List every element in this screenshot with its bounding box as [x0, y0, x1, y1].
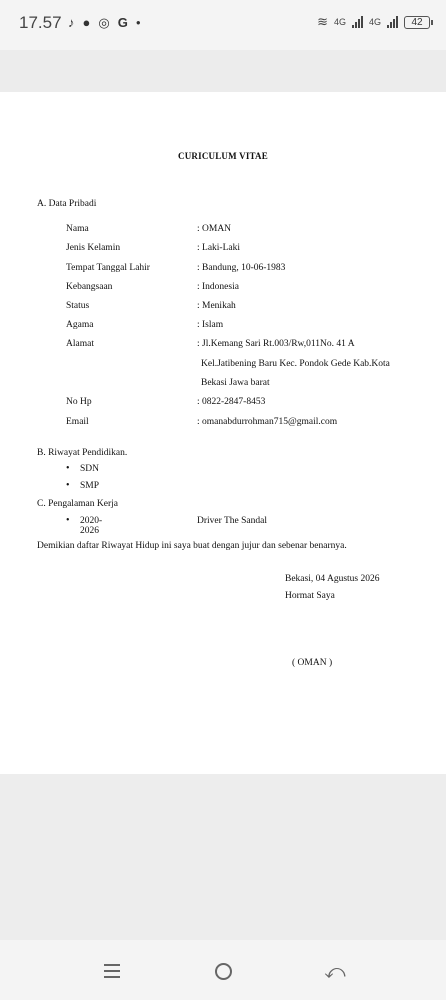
tiktok-icon: ♪	[68, 15, 75, 30]
signal-icon-1	[352, 16, 363, 28]
field-value: : Indonesia	[197, 282, 239, 292]
notification-icons	[68, 15, 141, 31]
experience-job: Driver The Sandal	[197, 516, 267, 526]
battery-icon: 42	[404, 16, 430, 29]
section-b-heading: B. Riwayat Pendidikan.	[37, 448, 128, 458]
experience-period: 2020-2026	[80, 516, 103, 536]
field-row	[66, 263, 406, 277]
section-a-heading: A. Data Pribadi	[37, 199, 97, 209]
field-label: Status	[66, 301, 90, 311]
field-label: No Hp	[66, 397, 92, 407]
regards: Hormat Saya	[285, 591, 335, 601]
back-icon[interactable]: ⤺	[324, 959, 346, 983]
chat-icon: ●	[82, 15, 91, 30]
section-c-heading: C. Pengalaman Kerja	[37, 499, 118, 509]
education-item: SDN	[80, 464, 100, 474]
address-continued: Bekasi Jawa barat	[201, 378, 270, 388]
wifi-icon: ≋	[317, 14, 328, 29]
status-right	[317, 14, 430, 30]
field-row	[66, 397, 406, 411]
field-label: Nama	[66, 224, 89, 234]
field-value: : Bandung, 10-06-1983	[197, 263, 286, 273]
field-value: : OMAN	[197, 224, 232, 234]
dot-icon: ●	[135, 18, 141, 27]
field-value: : Jl.Kemang Sari Rt.003/Rw,011No. 41 A	[197, 339, 355, 349]
closing-statement: Demikian daftar Riwayat Hidup ini saya buat dengan jujur dan sebenar benarnya.	[37, 541, 347, 551]
education-item: SMP	[80, 481, 100, 491]
place-date: Bekasi, 04 Agustus 2026	[285, 574, 380, 584]
field-row	[66, 282, 406, 296]
signal-icon-2	[387, 16, 398, 28]
bullet-icon: •	[66, 480, 70, 491]
home-icon[interactable]	[208, 958, 238, 984]
navigation-bar	[0, 940, 446, 1000]
status-time: 17.57	[19, 13, 62, 32]
field-row	[66, 320, 406, 334]
field-label: Jenis Kelamin	[66, 243, 121, 253]
network-label-1: 4G	[333, 17, 346, 27]
field-label: Agama	[66, 320, 94, 330]
viewer-bottom-area	[0, 774, 446, 940]
field-row	[66, 417, 406, 431]
document-page	[0, 92, 446, 774]
field-label: Email	[66, 417, 89, 427]
address-continued: Kel.Jatibening Baru Kec. Pondok Gede Kab.Kota	[201, 359, 390, 369]
viewer-top-band	[0, 50, 446, 92]
field-value: : omanabdurrohman715@gmail.com	[197, 417, 338, 427]
field-value: : 0822-2847-8453	[197, 397, 266, 407]
field-value: : Laki-Laki	[197, 243, 240, 253]
field-label: Kebangsaan	[66, 282, 113, 292]
bullet-icon: •	[66, 463, 70, 474]
field-row	[66, 339, 406, 353]
bullet-icon: •	[66, 515, 70, 526]
network-label-2: 4G	[368, 17, 381, 27]
field-value: : Islam	[197, 320, 224, 330]
field-label: Alamat	[66, 339, 94, 349]
status-bar	[0, 0, 446, 50]
field-label: Tempat Tanggal Lahir	[66, 263, 150, 273]
google-icon: G	[117, 15, 128, 30]
field-row	[66, 224, 406, 238]
field-row	[66, 243, 406, 257]
recent-apps-icon[interactable]	[97, 958, 127, 984]
field-value: : Menikah	[197, 301, 236, 311]
document-title: CURICULUM VITAE	[178, 151, 268, 161]
field-row	[66, 301, 406, 315]
signature-name: ( OMAN )	[292, 658, 333, 668]
whatsapp-icon: ◎	[98, 15, 110, 30]
